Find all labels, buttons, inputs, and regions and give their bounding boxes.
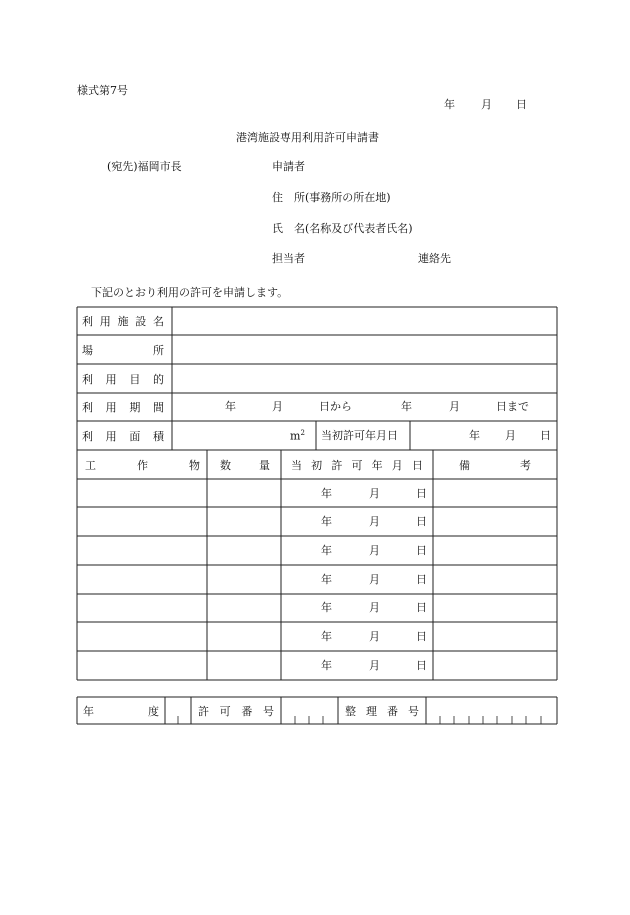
date-month: 月	[481, 98, 492, 111]
row-year: 年	[321, 515, 332, 528]
row-day: 日	[416, 544, 427, 557]
row-month: 月	[369, 659, 380, 672]
row-year: 年	[321, 630, 332, 643]
row-month: 月	[369, 487, 380, 500]
permit-number-label: 許 可 番 号	[198, 704, 274, 718]
col-initial-date-header: 当 初 許 可 年 月 日	[291, 458, 423, 472]
col-structure-header: 工 作 物	[85, 458, 200, 472]
initial-date-year: 年	[469, 429, 480, 442]
period-to-year: 年	[401, 400, 412, 413]
purpose-label: 利 用 目 的	[82, 372, 164, 386]
row-day: 日	[416, 573, 427, 586]
facility-name-label: 利 用 施 設 名	[82, 314, 164, 328]
period-from-year: 年	[225, 400, 236, 413]
row-year: 年	[321, 544, 332, 557]
applicant-label: 申請者	[272, 160, 305, 173]
period-label: 利 用 期 間	[82, 400, 164, 414]
row-day: 日	[416, 515, 427, 528]
initial-date-month: 月	[505, 429, 516, 442]
row-year: 年	[321, 487, 332, 500]
date-year: 年	[444, 98, 455, 111]
col-remarks-header: 備 考	[459, 458, 531, 472]
period-from-month: 月	[272, 400, 283, 413]
row-day: 日	[416, 601, 427, 614]
applicant-address: 住 所(事務所の所在地)	[272, 191, 391, 204]
row-month: 月	[369, 515, 380, 528]
period-to-month: 月	[449, 400, 460, 413]
row-day: 日	[416, 630, 427, 643]
initial-date-label: 当初許可年月日	[321, 429, 398, 442]
location-label: 場 所	[82, 343, 164, 357]
row-month: 月	[369, 573, 380, 586]
area-unit-base: m	[290, 429, 301, 443]
form-number: 様式第7号	[77, 84, 128, 97]
person-in-charge-label: 担当者	[272, 252, 305, 265]
row-month: 月	[369, 544, 380, 557]
area-unit-sup: 2	[300, 429, 305, 437]
addressee: (宛先)福岡市長	[107, 160, 182, 173]
row-year: 年	[321, 601, 332, 614]
reference-number-label: 整 理 番 号	[345, 704, 419, 718]
col-quantity-header: 数 量	[220, 458, 270, 472]
row-day: 日	[416, 487, 427, 500]
row-month: 月	[369, 601, 380, 614]
intro-text: 下記のとおり利用の許可を申請します。	[91, 286, 289, 299]
period-to-day: 日まで	[496, 400, 529, 413]
row-year: 年	[321, 573, 332, 586]
fiscal-year-label: 年 度	[83, 704, 159, 718]
date-day: 日	[516, 98, 527, 111]
area-label: 利 用 面 積	[82, 429, 164, 443]
applicant-name: 氏 名(名称及び代表者氏名)	[272, 222, 413, 235]
period-from-day: 日から	[319, 400, 352, 413]
area-unit	[290, 430, 305, 442]
row-year: 年	[321, 659, 332, 672]
contact-label: 連絡先	[418, 252, 451, 265]
form-title: 港湾施設専用利用許可申請書	[236, 131, 379, 144]
initial-date-day: 日	[540, 429, 551, 442]
row-day: 日	[416, 659, 427, 672]
row-month: 月	[369, 630, 380, 643]
